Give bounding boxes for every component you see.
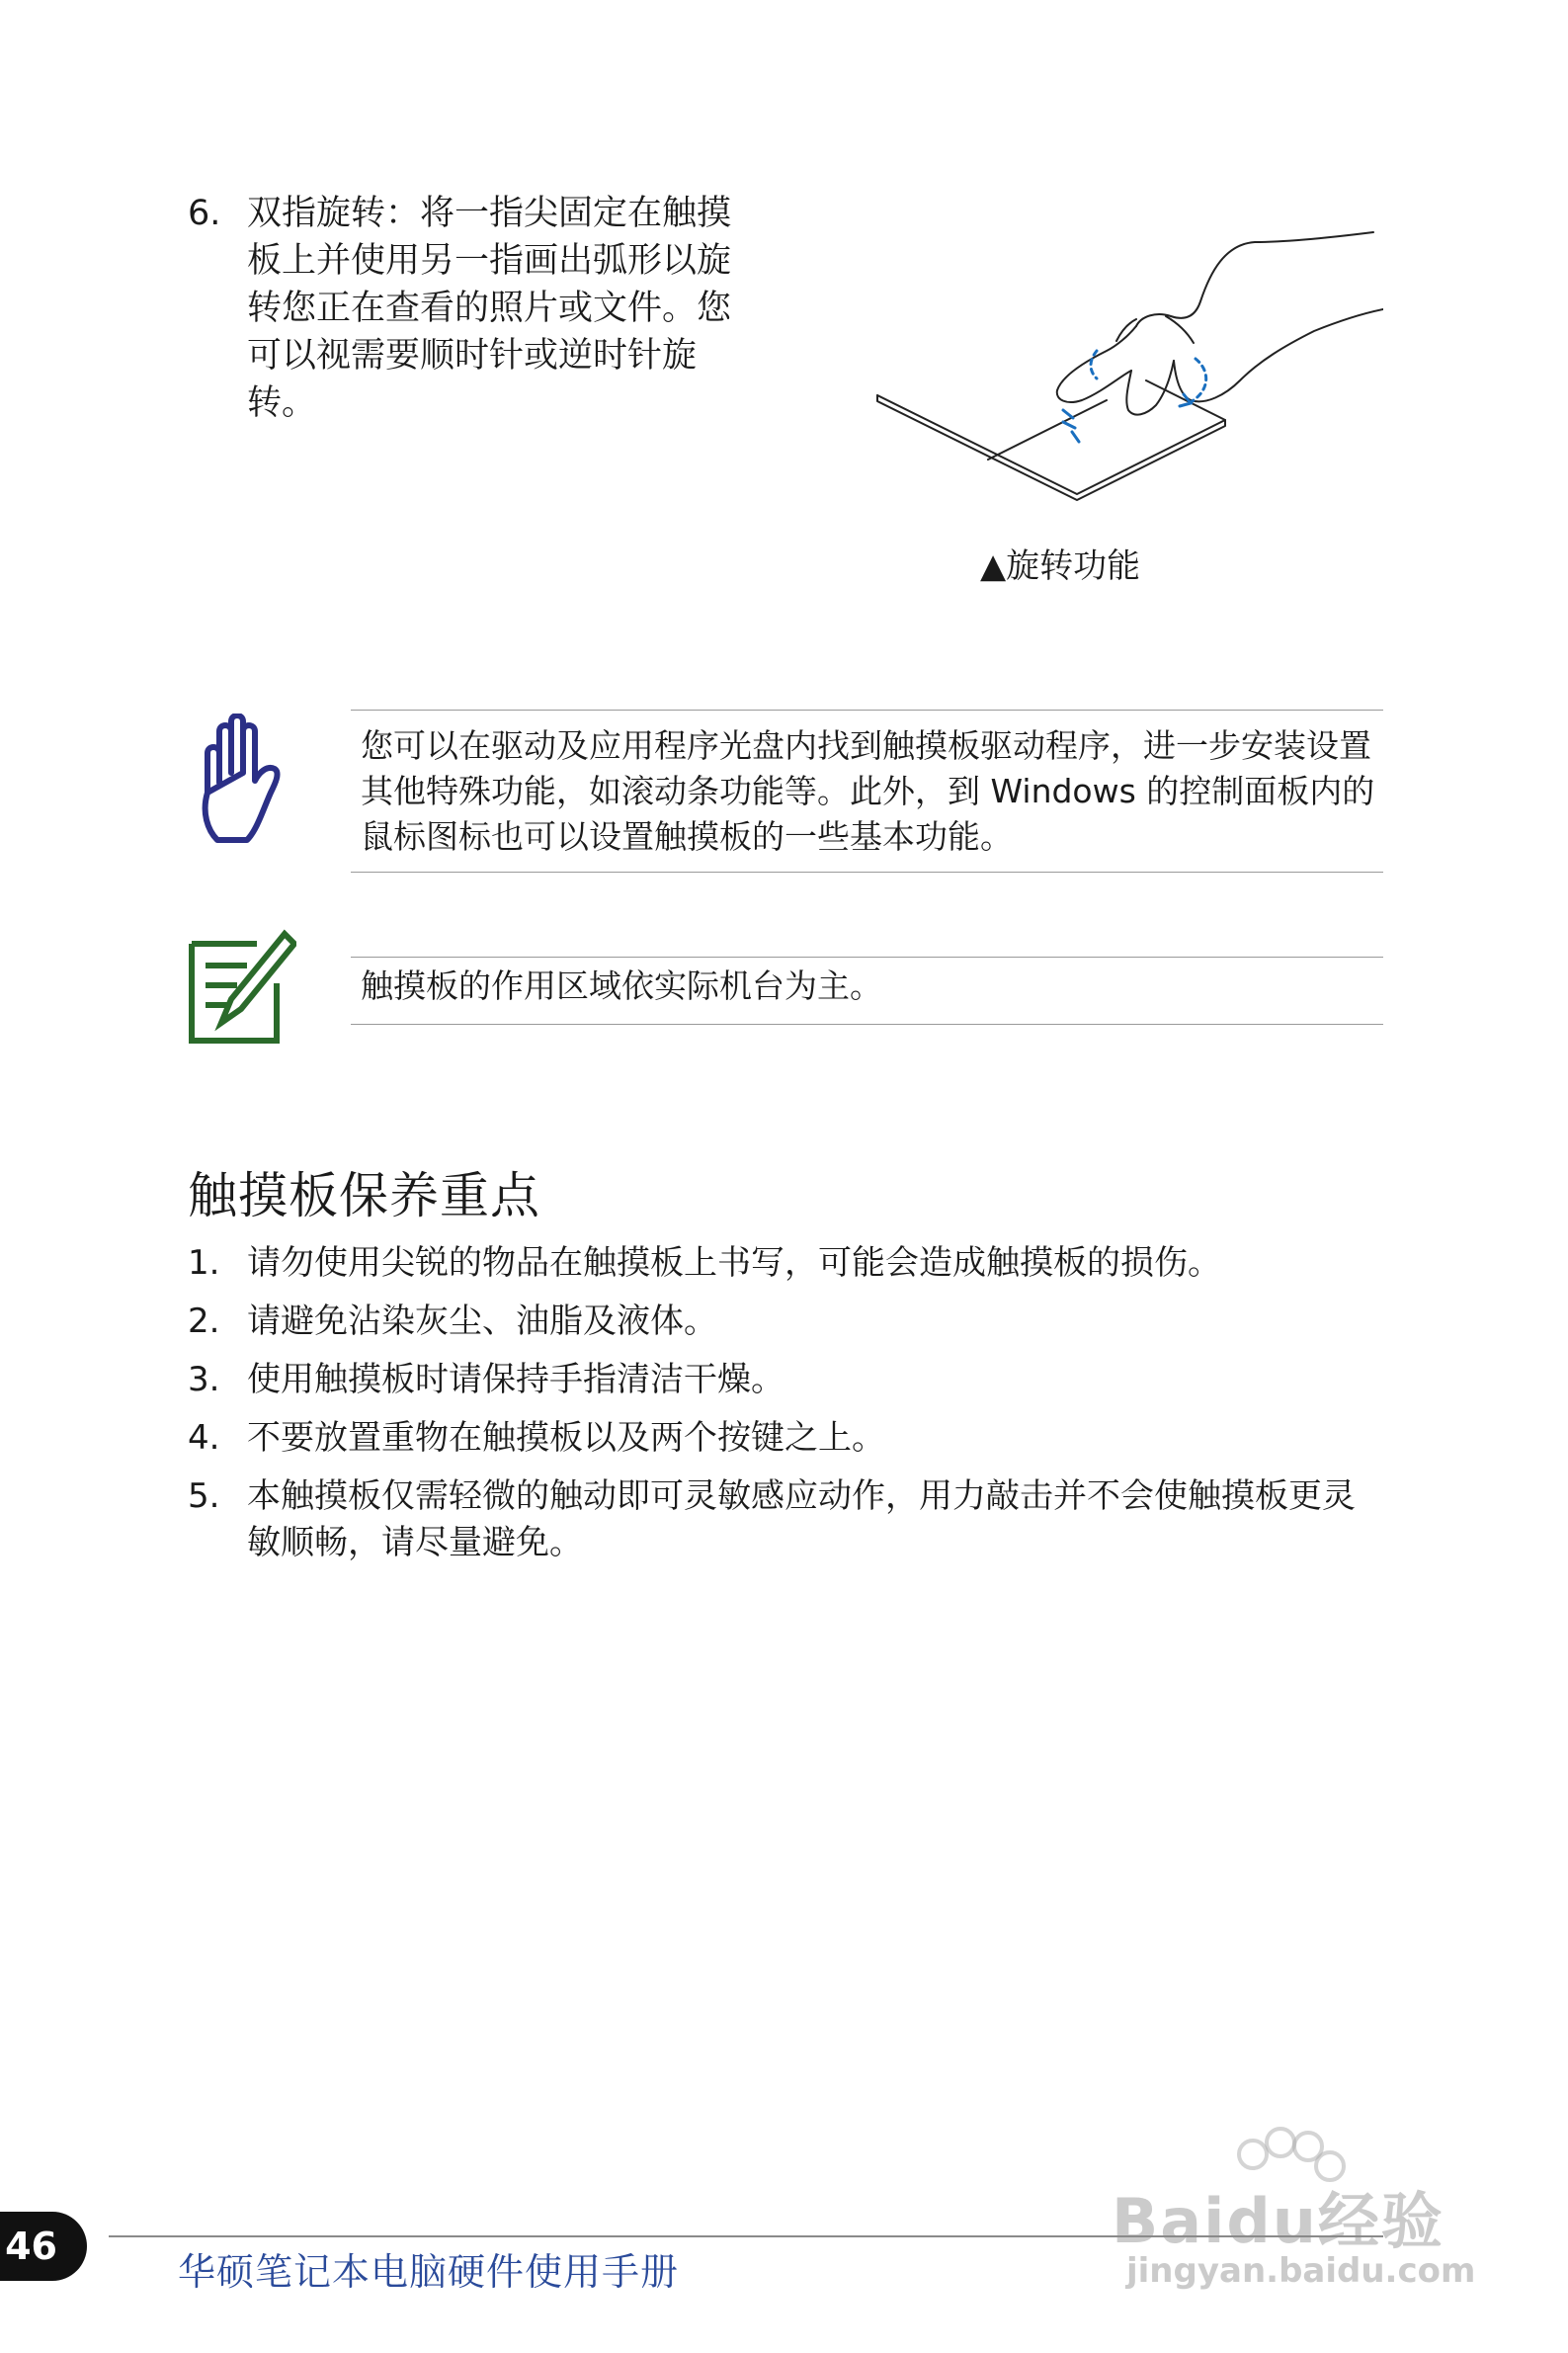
note2-bottom-rule [351,1024,1383,1025]
step-text: 双指旋转：将一指尖固定在触摸板上并使用另一指画出弧形以旋转您正在查看的照片或文件。您可以视需要顺时针或逆时针旋转。 [247,194,732,423]
section-title: 触摸板保养重点 [188,1167,540,1224]
page-number-badge: 46 [0,2212,87,2281]
maintenance-list [188,1240,1383,1578]
rotation-gesture-illustration [869,212,1383,509]
list-text: 使用触摸板时请保持手指清洁干燥。 [247,1360,784,1399]
note1-top-rule [351,710,1383,711]
footer-rule [109,2235,1383,2237]
touchpad-outline [877,380,1225,494]
rotate-arrow-left [1091,351,1097,378]
watermark-url: jingyan.baidu.com [1126,2251,1476,2291]
illustration-caption: ▲旋转功能 [980,546,1141,586]
note1-text: 您可以在驱动及应用程序光盘内找到触摸板驱动程序，进一步安装设置其他特殊功能，如滚动条功能等。此外，到 Windows 的控制面板内的鼠标图标也可以设置触摸板的一些基本功能。 [361,726,1375,856]
list-text: 不要放置重物在触摸板以及两个按键之上。 [247,1418,885,1458]
list-number: 5. [188,1476,220,1516]
list-text: 请勿使用尖锐的物品在触摸板上书写，可能会造成触摸板的损伤。 [247,1243,1221,1283]
list-item [188,1357,1383,1403]
list-text: 请避免沾染灰尘、油脂及液体。 [247,1302,717,1341]
hand-outline [1136,232,1373,326]
list-number: 4. [188,1418,220,1458]
list-number: 3. [188,1360,220,1399]
footer-title: 华硕笔记本电脑硬件使用手册 [178,2250,680,2294]
list-number: 1. [188,1243,220,1283]
rotate-arrow-right [1191,359,1206,402]
list-item [188,1299,1383,1345]
note2-text: 触摸板的作用区域依实际机台为主。 [361,966,882,1005]
note-pencil-icon [188,924,296,1048]
list-number: 2. [188,1302,220,1341]
list-item [188,1473,1383,1566]
note2-top-rule [351,957,1383,958]
watermark-logo: Baidu经验 [1112,2185,1444,2257]
hand-caution-icon [188,714,287,852]
step-number: 6. [188,194,221,233]
list-item [188,1415,1383,1462]
note1-bottom-rule [351,872,1383,873]
list-text: 本触摸板仅需轻微的触动即可灵敏感应动作，用力敲击并不会使触摸板更灵敏顺畅，请尽量避免。 [247,1476,1356,1562]
list-item [188,1240,1383,1287]
